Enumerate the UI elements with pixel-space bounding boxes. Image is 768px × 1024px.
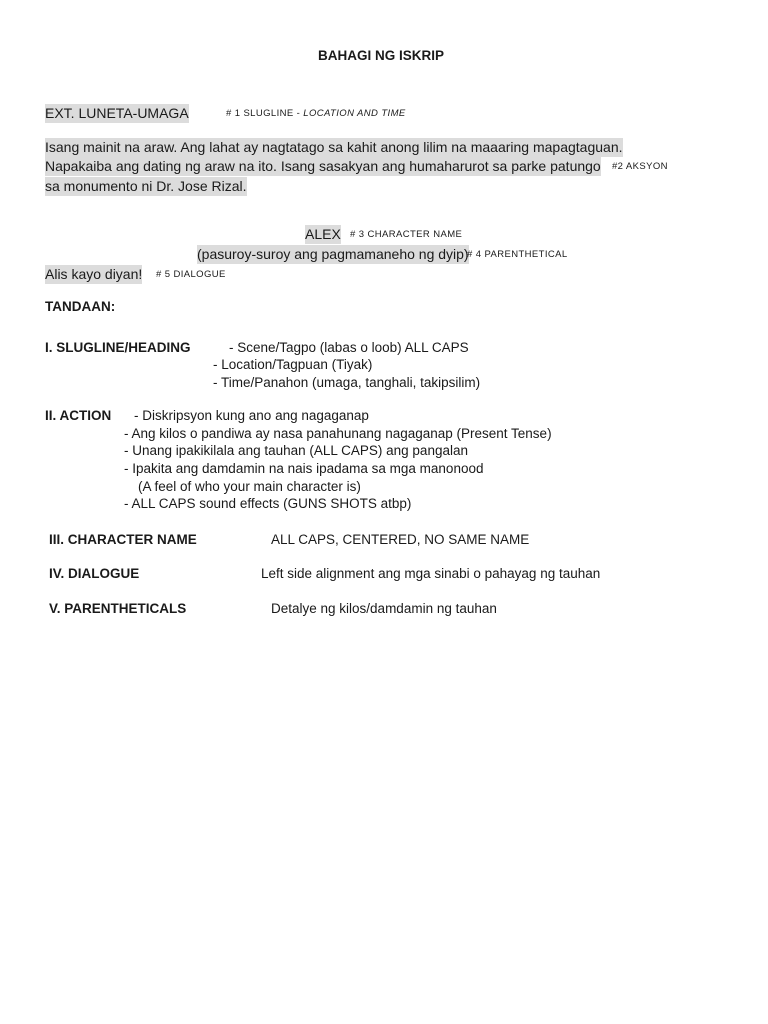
parentheticals-label: V. PARENTHETICALS — [49, 601, 187, 616]
slugline-note-italic: LOCATION AND TIME — [303, 108, 406, 119]
action-item-4: - Ipakita ang damdamin na nais ipadama sa mga manonood — [124, 461, 484, 476]
slugline-item-3: - Time/Panahon (umaga, tanghali, takipsilim) — [213, 375, 481, 390]
dialogue-sample: Alis kayo diyan! — [45, 266, 143, 282]
dialogue-desc: Left side alignment ang mga sinabi o pahayag ng tauhan — [261, 566, 601, 581]
slugline-item-1: - Scene/Tagpo (labas o loob) ALL CAPS — [229, 340, 469, 355]
slugline-sample: EXT. LUNETA-UMAGA — [45, 105, 189, 121]
notes-heading: TANDAAN: — [45, 299, 116, 314]
action-label: II. ACTION — [45, 408, 112, 423]
slugline-note — [226, 108, 406, 119]
action-line-2: Napakaiba ang dating ng araw na ito. Isang sasakyan ang humaharurot sa parke patungo — [45, 158, 601, 174]
page-title: BAHAGI NG ISKRIP — [318, 48, 445, 63]
action-item-6: - ALL CAPS sound effects (GUNS SHOTS atbp) — [124, 496, 412, 511]
character-desc: ALL CAPS, CENTERED, NO SAME NAME — [271, 532, 530, 547]
dialogue-label: IV. DIALOGUE — [49, 566, 140, 581]
parenthetical-note: # 4 PARENTHETICAL — [467, 249, 568, 260]
action-item-5: (A feel of who your main character is) — [138, 479, 361, 494]
parenthetical-sample: (pasuroy-suroy ang pagmamaneho ng dyip) — [197, 246, 469, 262]
action-line-1: Isang mainit na araw. Ang lahat ay nagtatago sa kahit anong lilim na maaaring mapagtaguan. — [45, 139, 623, 155]
character-sample: ALEX — [305, 226, 341, 242]
action-item-1: - Diskripsyon kung ano ang nagaganap — [134, 408, 369, 423]
action-item-3: - Unang ipakikilala ang tauhan (ALL CAPS) ang pangalan — [124, 443, 468, 458]
action-line-3: sa monumento ni Dr. Jose Rizal. — [45, 178, 247, 194]
parentheticals-desc: Detalye ng kilos/damdamin ng tauhan — [271, 601, 497, 616]
dialogue-note: # 5 DIALOGUE — [156, 269, 226, 280]
character-note: # 3 CHARACTER NAME — [350, 229, 463, 240]
slugline-item-2: - Location/Tagpuan (Tiyak) — [213, 357, 373, 372]
action-note: #2 AKSYON — [612, 161, 668, 172]
slugline-note-prefix: # 1 SLUGLINE - — [226, 108, 304, 119]
character-label: III. CHARACTER NAME — [49, 532, 197, 547]
slugline-label: I. SLUGLINE/HEADING — [45, 340, 191, 355]
action-item-2: - Ang kilos o pandiwa ay nasa panahunang nagaganap (Present Tense) — [124, 426, 552, 441]
